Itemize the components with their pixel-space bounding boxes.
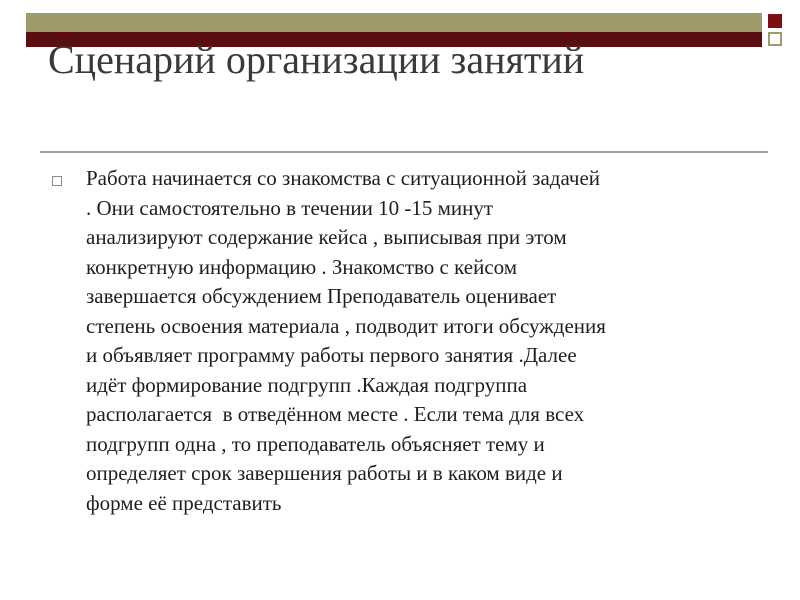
slide-title: Сценарий организации занятий bbox=[48, 37, 585, 82]
bullet-line: и объявляет программу работы первого занятия .Далее bbox=[86, 343, 577, 367]
bullet-line: анализируют содержание кейса , выписывая при этом bbox=[86, 225, 567, 249]
square-bullet-icon bbox=[52, 176, 62, 186]
bullet-line: Работа начинается со знакомства с ситуационной задачей bbox=[86, 166, 601, 190]
header-square-maroon bbox=[768, 14, 782, 28]
bullet-line: завершается обсуждением Преподаватель оценивает bbox=[86, 284, 557, 308]
bullet-line: конкретную информацию . Знакомство с кейсом bbox=[86, 254, 518, 279]
bullet-line: форме её представить bbox=[86, 490, 282, 515]
bullet-paragraph bbox=[86, 164, 762, 518]
title-divider bbox=[40, 151, 768, 153]
bullet-line: степень освоения материала , подводит итоги обсуждения bbox=[86, 313, 606, 338]
bullet-line: идёт формирование подгрупп .Каждая подгруппа bbox=[86, 372, 528, 397]
bullet-line: . Они самостоятельно в течении 10 -15 минут bbox=[86, 195, 494, 220]
bullet-line: подгрупп одна , то преподаватель объясняет тему и bbox=[86, 431, 545, 456]
header-band-olive bbox=[26, 13, 762, 32]
header-square-outline bbox=[768, 32, 782, 46]
bullet-line: определяет срок завершения работы и в каком виде и bbox=[86, 461, 563, 485]
bullet-line: располагается в отведённом месте . Если тема для всех bbox=[86, 402, 585, 426]
